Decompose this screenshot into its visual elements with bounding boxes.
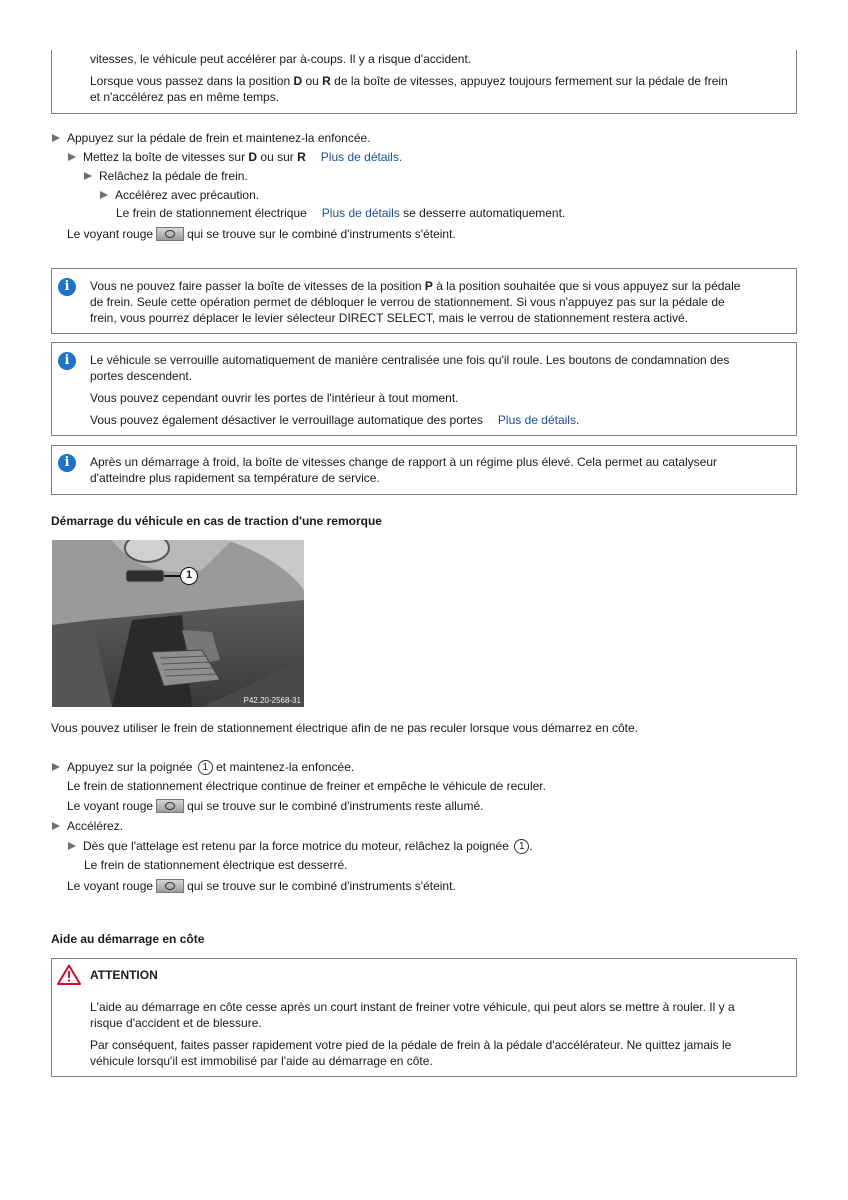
warning-triangle-icon (57, 964, 81, 985)
bullet-1: Appuyez sur la poignée 1 et maintenez-la enfoncée. (52, 760, 354, 775)
attention-p2-line-2: véhicule lorsqu'il est immobilisé par l'aide au démarrage en côte. (90, 1054, 433, 1068)
attention-p1-line-1: L'aide au démarrage en côte cesse après un court instant de freiner votre véhicule, qui peut alors se mettre à rouler. Il y a (90, 1000, 735, 1014)
section1-paragraph: Vous pouvez utiliser le frein de stationnement électrique afin de ne pas reculer lorsque vous démarrez en côte. (51, 721, 639, 735)
parking-brake-lamp-icon (156, 799, 184, 813)
pedal-area-photo (52, 540, 304, 707)
attention-title: ATTENTION (90, 968, 158, 982)
step-4: Accélérez avec précaution. (100, 188, 259, 203)
arrow-icon (52, 822, 60, 830)
info-icon: i (58, 454, 76, 472)
arrow-icon (52, 763, 60, 771)
arrow-icon (52, 134, 60, 142)
warning-line-1: vitesses, le véhicule peut accélérer par à-coups. Il y a risque d'accident. (90, 52, 472, 66)
parking-brake-lamp-icon (156, 879, 184, 893)
parking-brake-lamp-icon (156, 227, 184, 241)
info-icon: i (58, 352, 76, 370)
warning-line-3: et n'accélérez pas en même temps. (90, 90, 280, 104)
bullet-1-line-2: Le frein de stationnement électrique continue de freiner et empêche le véhicule de reculer. (67, 779, 546, 793)
info1-line-1: Vous ne pouvez faire passer la boîte de vitesses de la position P à la position souhaitée que si vous appuyez sur la pédale (90, 279, 741, 293)
bullet-4: Le voyant rouge qui se trouve sur le combiné d'instruments s'éteint. (67, 879, 456, 893)
info-box-3 (51, 445, 797, 495)
info3-line-1: Après un démarrage à froid, la boîte de vitesses change de rapport à un régime plus élevé. Cela permet au catalyseur (90, 455, 718, 469)
bullet-1-line-3: Le voyant rouge qui se trouve sur le combiné d'instruments reste allumé. (67, 799, 484, 813)
details-link[interactable]: Plus de détails (497, 413, 576, 427)
callout-1-icon: 1 (198, 760, 213, 775)
bullet-3-line-2: Le frein de stationnement électrique est desserré. (84, 858, 348, 872)
step-1: Appuyez sur la pédale de frein et maintenez-la enfoncée. (52, 131, 371, 146)
callout-1: 1 (180, 567, 198, 585)
attention-p1-line-2: risque d'accident et de blessure. (90, 1016, 262, 1030)
info-icon: i (58, 278, 76, 296)
info1-line-3: frein, vous pourrez déplacer le levier sélecteur DIRECT SELECT, mais le verrou de stationnement restera activé. (90, 311, 689, 325)
step-2: Mettez la boîte de vitesses sur D ou sur R Plus de détails. (68, 150, 402, 165)
attention-p2-line-1: Par conséquent, faites passer rapidement votre pied de la pédale de frein à la pédale d'accélérateur. Ne quittez jamais le (90, 1038, 732, 1052)
arrow-icon (68, 842, 76, 850)
bullet-3: Dès que l'attelage est retenu par la force motrice du moteur, relâchez la poignée 1 . (68, 839, 533, 854)
info2-line-3: Vous pouvez cependant ouvrir les portes de l'intérieur à tout moment. (90, 391, 459, 405)
step-5: Le frein de stationnement électrique Plus de détails se desserre automatiquement. (116, 206, 566, 220)
arrow-icon (68, 153, 76, 161)
info2-line-2: portes descendent. (90, 369, 193, 383)
arrow-icon (84, 172, 92, 180)
details-link[interactable]: Plus de détails (321, 206, 400, 220)
section-heading-trailer: Démarrage du véhicule en cas de traction d'une remorque (51, 514, 382, 528)
details-link[interactable]: Plus de détails (320, 150, 399, 164)
photo-reference-label: P42.20-2568-31 (243, 696, 301, 705)
section-heading-hill-start: Aide au démarrage en côte (51, 932, 205, 946)
warning-line-2: Lorsque vous passez dans la position D ou R de la boîte de vitesses, appuyez toujours fermement sur la pédale de frein (90, 74, 728, 88)
callout-1-icon: 1 (514, 839, 529, 854)
step-6: Le voyant rouge qui se trouve sur le combiné d'instruments s'éteint. (67, 227, 456, 241)
info3-line-2: d'atteindre plus rapidement sa température de service. (90, 471, 380, 485)
bullet-2: Accélérez. (52, 819, 123, 834)
info2-line-4: Vous pouvez également désactiver le verrouillage automatique des portes Plus de détails. (90, 413, 580, 427)
arrow-icon (100, 191, 108, 199)
step-3: Relâchez la pédale de frein. (84, 169, 248, 184)
info2-line-1: Le véhicule se verrouille automatiquement de manière centralisée une fois qu'il roule. Les boutons de condamnation des (90, 353, 730, 367)
info1-line-2: de frein. Seule cette opération permet de débloquer le verrou de stationnement. Si vous n'appuyez pas sur la pédale de (90, 295, 725, 309)
